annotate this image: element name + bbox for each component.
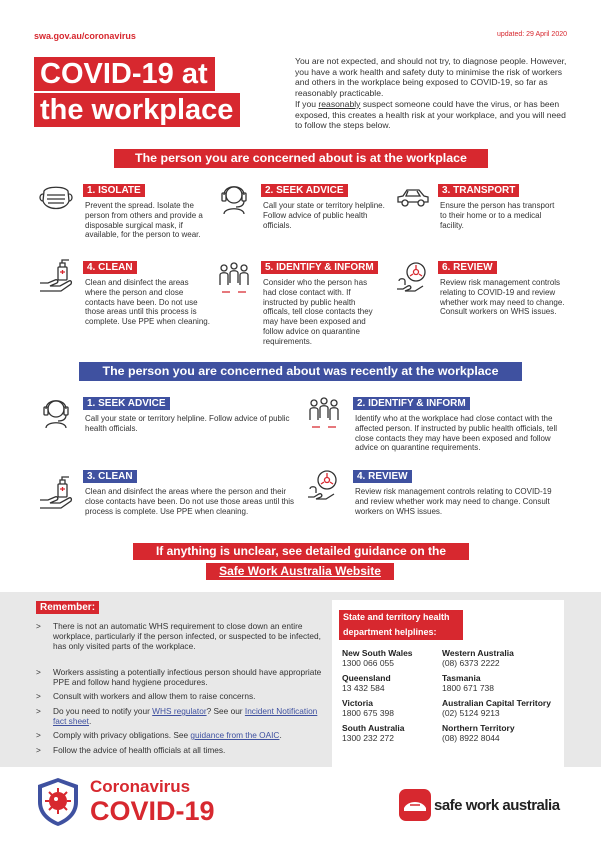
remember-item: > There is not an automatic WHS requirement to close down an entire workplace, particularly if the person infected, or suspected to be infected, has only visited parts of the workplace. (36, 621, 321, 652)
page-title-line-1: COVID-19 at (34, 57, 215, 91)
step-heading: 3. TRANSPORT (438, 184, 519, 197)
covid-shield-logo (34, 776, 82, 828)
headset-icon (38, 394, 74, 430)
helpline-entry: Tasmania 1800 671 738 (442, 673, 494, 693)
intro-paragraph-2: If you reasonably suspect someone could have the virus, or has been exposed, this creates a health risk at your workplace, and you will need to follow the steps below. (295, 99, 566, 131)
biohazard-review-icon (395, 259, 431, 295)
remember-heading: Remember: (36, 601, 99, 614)
oaic-guidance-link[interactable]: guidance from the OAIC (190, 730, 280, 740)
step-heading: 5. IDENTIFY & INFORM (261, 261, 378, 274)
incident-notification-link[interactable]: Incident Notification fact sheet (53, 706, 318, 727)
section-2-banner: The person you are concerned about was recently at the workplace (79, 362, 522, 381)
step-heading: 1. SEEK ADVICE (83, 397, 170, 410)
people-group-icon (216, 259, 252, 295)
step-heading: 3. CLEAN (83, 470, 137, 483)
step-heading: 4. CLEAN (83, 261, 137, 274)
step-body: Clean and disinfect the areas where the person and close contacts have been. Do not use those areas until this process is complete. Use PPE when cleaning. (85, 278, 210, 327)
page-title-line-2: the workplace (34, 93, 240, 127)
step-body: Consider who the person has had close contact with. If instructed by public health officals, tell close contacts they may have been exposed and follow advice on quarantine requirements. (263, 278, 373, 346)
step-heading: 2. SEEK ADVICE (261, 184, 348, 197)
helpline-entry: New South Wales 1300 066 055 (342, 648, 413, 668)
swa-logo-icon (398, 788, 432, 822)
step-heading: 2. IDENTIFY & INFORM (353, 397, 470, 410)
helpline-entry: Australian Capital Territory (02) 5124 9213 (442, 698, 551, 718)
helpline-heading: State and territory health department helplines: (339, 610, 463, 640)
car-icon (395, 180, 431, 216)
swa-website-link[interactable]: Safe Work Australia Website (206, 563, 394, 580)
guidance-text: If anything is unclear, see detailed guidance on the (133, 543, 469, 560)
covid-brand: Coronavirus COVID-19 (90, 777, 215, 826)
headset-icon (216, 180, 252, 216)
swa-wordmark: safe work australia (434, 797, 560, 814)
step-body: Prevent the spread. Isolate the person from others and provide a disposable surgical mask, if available, for the person to wear. (85, 201, 203, 240)
remember-item: > Comply with privacy obligations. See guidance from the OAIC. (36, 730, 282, 740)
remember-item: > Consult with workers and allow them to raise concerns. (36, 691, 256, 701)
helpline-entry: South Australia 1300 232 272 (342, 723, 405, 743)
step-body: Ensure the person has transport to their home or to a medical facility. (440, 201, 555, 230)
helpline-entry: Queensland 13 432 584 (342, 673, 391, 693)
step-body: Call your state or territory helpline. Follow advice of public health officials. (263, 201, 385, 230)
spray-hand-icon (38, 259, 74, 295)
helpline-entry: Northern Territory (08) 8922 8044 (442, 723, 515, 743)
step-body: Review risk management controls relating to COVID-19 and review whether work may need to change. Consult workers on WHS issues. (355, 487, 552, 516)
spray-hand-icon (38, 476, 74, 512)
biohazard-review-icon (306, 467, 342, 503)
step-body: Clean and disinfect the areas where the person and their close contacts have been. Do not use those areas until this process is complete. Use PPE when cleaning. (85, 487, 295, 516)
helpline-entry: Western Australia (08) 6373 2222 (442, 648, 514, 668)
step-body: Review risk management controls relating to COVID-19 and review whether work may need to change. Consult workers on WHS issues. (440, 278, 565, 317)
updated-date: updated: 29 April 2020 (496, 31, 567, 38)
step-body: Identify who at the workplace had close contact with the affected person. If instructed by public health officials, tell close contacts they may have been exposed and follow advice on quarantine requirements. (355, 414, 558, 453)
site-link[interactable]: swa.gov.au/coronavirus (34, 31, 136, 41)
step-heading: 6. REVIEW (438, 261, 497, 274)
section-1-banner: The person you are concerned about is at the workplace (114, 149, 488, 168)
step-body: Call your state or territory helpline. Follow advice of public health officials. (85, 414, 290, 433)
whs-regulator-link[interactable]: WHS regulator (152, 706, 207, 716)
remember-item: > Do you need to notify your WHS regulator? See our Incident Notification fact sheet. (36, 706, 318, 727)
intro-paragraph-1: You are not expected, and should not try, to diagnose people. However, you have a work health and safety duty to minimise the risk of workers and others in the workplace being exposed to COVID-19, so far as reasonably practicable. (295, 56, 567, 98)
remember-item: > Follow the advice of health officials at all times. (36, 745, 226, 755)
people-group-icon (306, 394, 342, 430)
helpline-entry: Victoria 1800 675 398 (342, 698, 394, 718)
face-mask-icon (38, 181, 74, 217)
step-heading: 1. ISOLATE (83, 184, 145, 197)
remember-item: > Workers assisting a potentially infectious person should have appropriate PPE and follow hand hygiene procedures. (36, 667, 322, 688)
step-heading: 4. REVIEW (353, 470, 412, 483)
